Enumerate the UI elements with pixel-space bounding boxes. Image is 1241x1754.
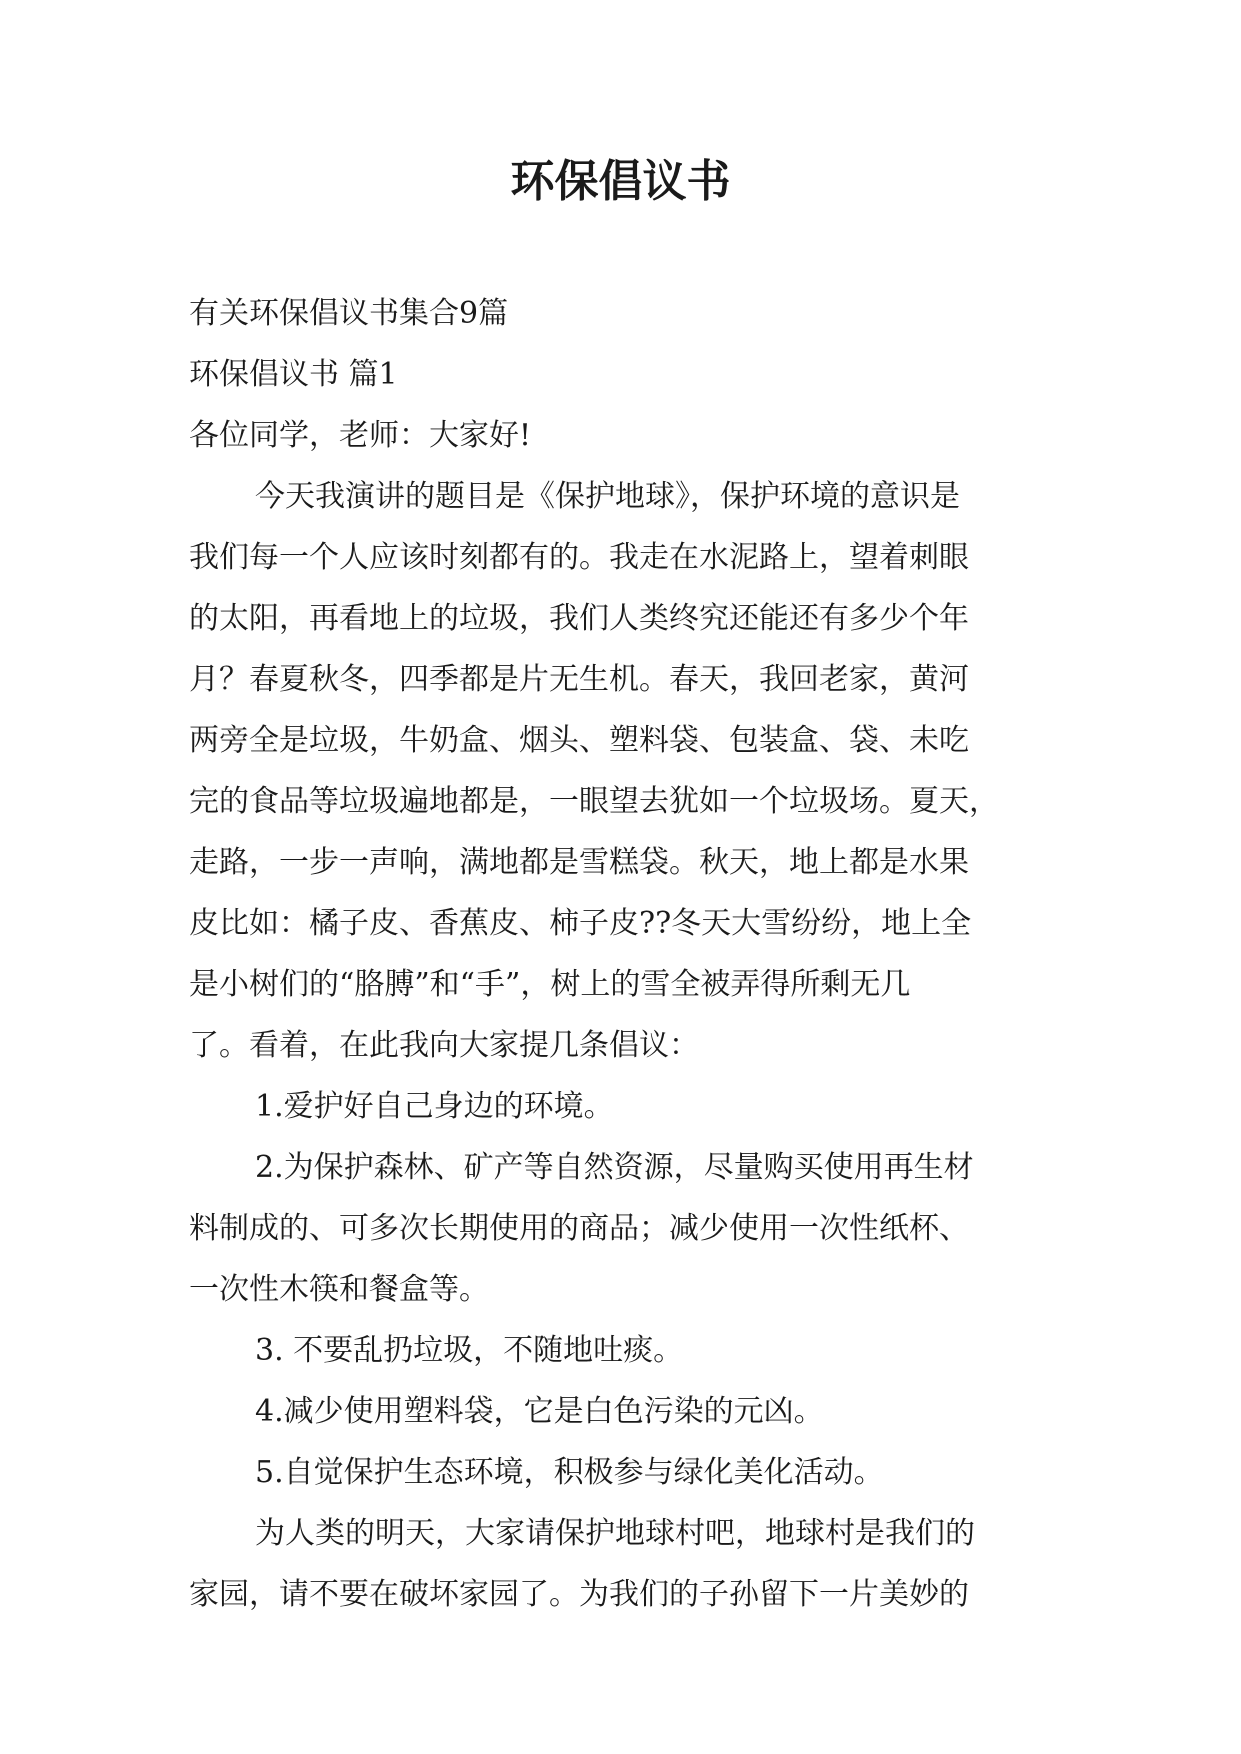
body-line: 是小树们的“胳膊”和“手”，树上的雪全被弄得所剩无几 <box>189 967 911 1002</box>
body-line: 我们每一个人应该时刻都有的。我走在水泥路上，望着刺眼 <box>189 540 969 575</box>
body-line: 完的食品等垃圾遍地都是，一眼望去犹如一个垃圾场。夏天， <box>189 784 999 819</box>
body-line: 了。看着，在此我向大家提几条倡议： <box>189 1028 699 1063</box>
body-line: 走路，一步一声响，满地都是雪糕袋。秋天，地上都是水果 <box>189 845 969 880</box>
body-line: 家园，请不要在破坏家园了。为我们的子孙留下一片美妙的 <box>189 1577 969 1612</box>
body-line: 两旁全是垃圾，牛奶盒、烟头、塑料袋、包装盒、袋、未吃 <box>189 723 969 758</box>
body-line: 环保倡议书 篇1 <box>189 357 398 392</box>
body-line: 的太阳，再看地上的垃圾，我们人类终究还能还有多少个年 <box>189 601 969 636</box>
body-line: 料制成的、可多次长期使用的商品；减少使用一次性纸杯、 <box>189 1211 969 1246</box>
body-line: 1.爱护好自己身边的环境。 <box>255 1089 614 1124</box>
body-line: 5.自觉保护生态环境，积极参与绿化美化活动。 <box>255 1455 884 1490</box>
body-line: 月？春夏秋冬，四季都是片无生机。春天，我回老家，黄河 <box>189 662 969 697</box>
body-line: 一次性木筷和餐盒等。 <box>189 1272 489 1307</box>
body-line: 3. 不要乱扔垃圾，不随地吐痰。 <box>255 1333 684 1368</box>
body-line: 今天我演讲的题目是《保护地球》，保护环境的意识是 <box>255 479 960 514</box>
body-line: 有关环保倡议书集合9篇 <box>189 296 509 331</box>
body-line: 4.减少使用塑料袋，它是白色污染的元凶。 <box>255 1394 824 1429</box>
body-line: 为人类的明天，大家请保护地球村吧，地球村是我们的 <box>255 1516 975 1551</box>
document-title: 环保倡议书 <box>510 156 731 207</box>
body-line: 2.为保护森林、矿产等自然资源，尽量购买使用再生材 <box>255 1150 974 1185</box>
body-line: 各位同学，老师：大家好! <box>189 418 532 453</box>
body-line: 皮比如：橘子皮、香蕉皮、柿子皮??冬天大雪纷纷，地上全 <box>189 906 972 941</box>
document-body <box>189 283 1049 1625</box>
